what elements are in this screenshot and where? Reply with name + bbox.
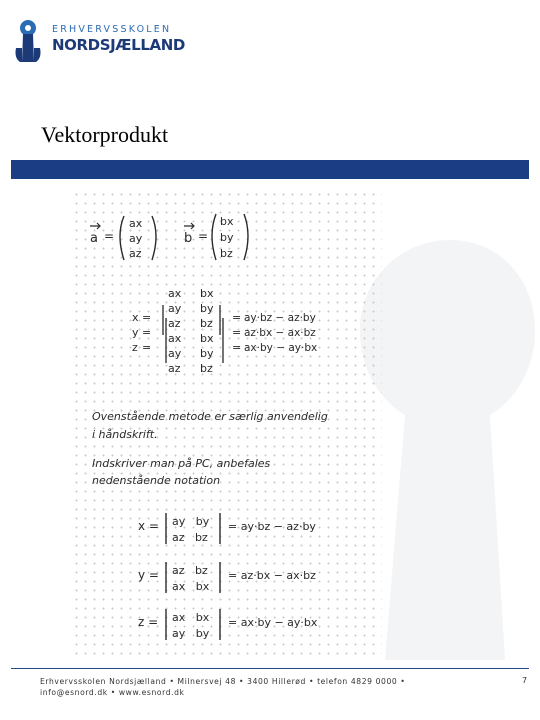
footer-divider bbox=[11, 668, 529, 669]
svg-text:=: = bbox=[142, 326, 152, 339]
header-band bbox=[11, 160, 529, 179]
note2-line2: nedenstående notation bbox=[92, 474, 221, 487]
note2-line1: Indskriver man på PC, anbefales bbox=[92, 457, 271, 470]
scheme-b-6: bz bbox=[200, 362, 213, 375]
vec-b-y: by bbox=[220, 231, 234, 244]
scheme-b-5: by bbox=[200, 347, 214, 360]
vector-a-label: a bbox=[90, 231, 98, 246]
scheme-b-3: bz bbox=[200, 317, 213, 330]
svg-text:y =: y = bbox=[138, 568, 159, 582]
svg-text:ay by: ay by bbox=[172, 627, 210, 640]
scheme-a-1: ax bbox=[168, 287, 182, 300]
note1-line2: i håndskrift. bbox=[92, 428, 158, 441]
determinant-x bbox=[138, 513, 316, 544]
page-number: 7 bbox=[522, 676, 528, 685]
svg-text:=: = bbox=[104, 229, 115, 243]
cross-rhs-z: ax·by − ay·bx bbox=[244, 342, 318, 354]
svg-text:=: = bbox=[232, 311, 242, 324]
svg-text:=: = bbox=[232, 326, 242, 339]
vec-a-x: ax bbox=[129, 217, 143, 230]
svg-text:=: = bbox=[232, 341, 242, 354]
vec-b-x: bx bbox=[220, 215, 234, 228]
scheme-a-2: ay bbox=[168, 302, 182, 315]
scheme-b-4: bx bbox=[200, 332, 214, 345]
svg-text:=: = bbox=[142, 311, 152, 324]
vector-b-label: b bbox=[184, 231, 193, 246]
svg-text:= ax·by − ay·bx: = ax·by − ay·bx bbox=[228, 616, 318, 629]
scheme-a-5: ay bbox=[168, 347, 182, 360]
scheme-a-6: az bbox=[168, 362, 181, 375]
logo-text-bottom: NORDSJÆLLAND bbox=[52, 36, 185, 54]
keyhole-logo-icon bbox=[14, 18, 42, 64]
svg-text:ax bx: ax bx bbox=[172, 611, 210, 624]
axis-label-x: x bbox=[132, 311, 139, 324]
vector-definitions bbox=[90, 214, 248, 260]
handwritten-notes bbox=[72, 190, 382, 660]
footer-contact-text: Erhvervsskolen Nordsjælland • Milnersvej 48 • 3400 Hillerød • telefon 4829 0000 • info@esnord.dk • www.esnord.dk bbox=[40, 677, 406, 697]
svg-text:az bz: az bz bbox=[172, 564, 208, 577]
svg-text:=: = bbox=[142, 341, 152, 354]
axis-label-z: z bbox=[132, 341, 138, 354]
scheme-a-3: az bbox=[168, 317, 181, 330]
scheme-b-2: by bbox=[200, 302, 214, 315]
svg-text:z =: z = bbox=[138, 615, 159, 629]
vec-a-y: ay bbox=[129, 232, 143, 245]
cross-product-scheme bbox=[132, 287, 317, 375]
svg-text:= ay·bz − az·by: = ay·bz − az·by bbox=[228, 520, 316, 533]
vec-a-z: az bbox=[129, 247, 142, 260]
svg-text:x =: x = bbox=[138, 519, 159, 533]
note1-line1: Ovenstående metode er særlig anvendelig bbox=[92, 410, 328, 423]
svg-text:ax bx: ax bx bbox=[172, 580, 210, 593]
determinant-z bbox=[138, 609, 318, 640]
page-title: Vektorprodukt bbox=[41, 122, 169, 147]
cross-rhs-x: ay·bz − az·by bbox=[244, 312, 316, 324]
cross-rhs-y: az·bx − ax·bz bbox=[244, 327, 316, 339]
svg-text:=: = bbox=[198, 229, 209, 243]
school-logo bbox=[14, 16, 185, 66]
svg-text:az bz: az bz bbox=[172, 531, 208, 544]
scheme-b-1: bx bbox=[200, 287, 214, 300]
axis-label-y: y bbox=[132, 326, 139, 339]
vec-b-z: bz bbox=[220, 247, 233, 260]
scheme-a-4: ax bbox=[168, 332, 182, 345]
logo-text-top: ERHVERVSSKOLEN bbox=[52, 24, 172, 35]
svg-text:= az·bx − ax·bz: = az·bx − ax·bz bbox=[228, 569, 316, 582]
determinant-y bbox=[138, 562, 316, 593]
svg-text:ay by: ay by bbox=[172, 515, 210, 528]
